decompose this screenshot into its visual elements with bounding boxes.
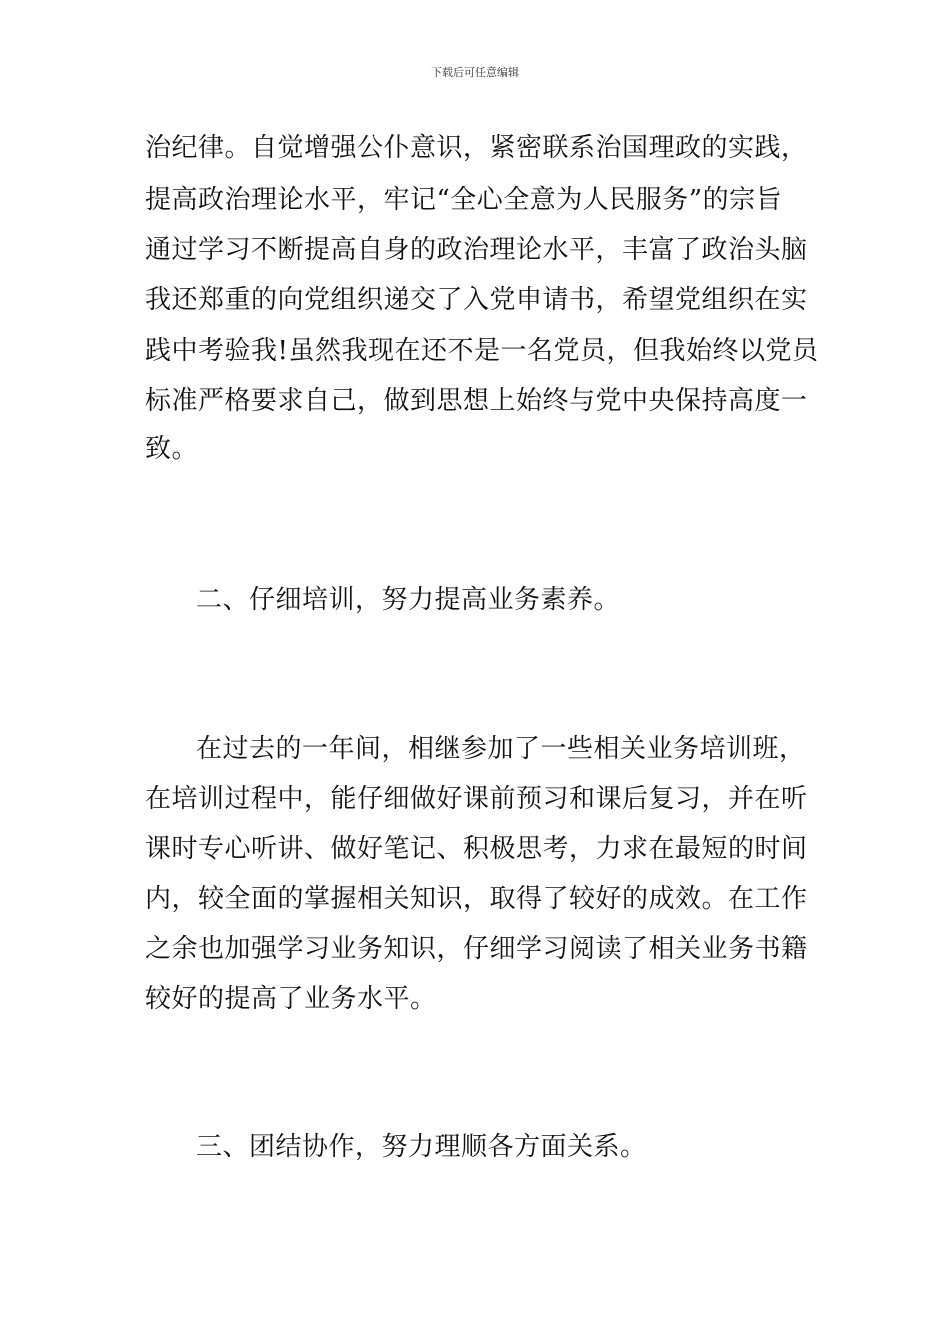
body-line: 治纪律。自觉增强公仆意识，紧密联系治国理政的实践，: [145, 133, 808, 163]
body-line: 标准严格要求自己，做到思想上始终与党中央保持高度一: [145, 386, 808, 416]
body-line: 通过学习不断提高自身的政治理论水平，丰富了政治头脑: [145, 235, 808, 265]
body-line: 践中考验我!虽然我现在还不是一名党员，但我始终以党员: [145, 336, 819, 366]
body-line: 致。: [145, 434, 199, 464]
section-heading: 二、仔细培训，努力提高业务素养。: [196, 585, 621, 615]
body-line: 在培训过程中，能仔细做好课前预习和课后复习，并在听: [145, 784, 808, 814]
body-line: 较好的提高了业务水平。: [145, 984, 437, 1014]
body-line: 在过去的一年间，相继参加了一些相关业务培训班，: [196, 734, 806, 764]
section-heading: 三、团结协作，努力理顺各方面关系。: [196, 1132, 647, 1162]
body-line: 我还郑重的向党组织递交了入党申请书，希望党组织在实: [145, 285, 808, 315]
body-line: 课时专心听讲、做好笔记、积极思考，力求在最短的时间: [145, 834, 808, 864]
page-header-note: 下载后可任意编辑: [431, 66, 519, 79]
body-line: 内，较全面的掌握相关知识，取得了较好的成效。在工作: [145, 884, 808, 914]
body-line: 之余也加强学习业务知识，仔细学习阅读了相关业务书籍: [145, 934, 808, 964]
body-line: 提高政治理论水平，牢记“全心全意为人民服务”的宗旨: [145, 185, 783, 215]
